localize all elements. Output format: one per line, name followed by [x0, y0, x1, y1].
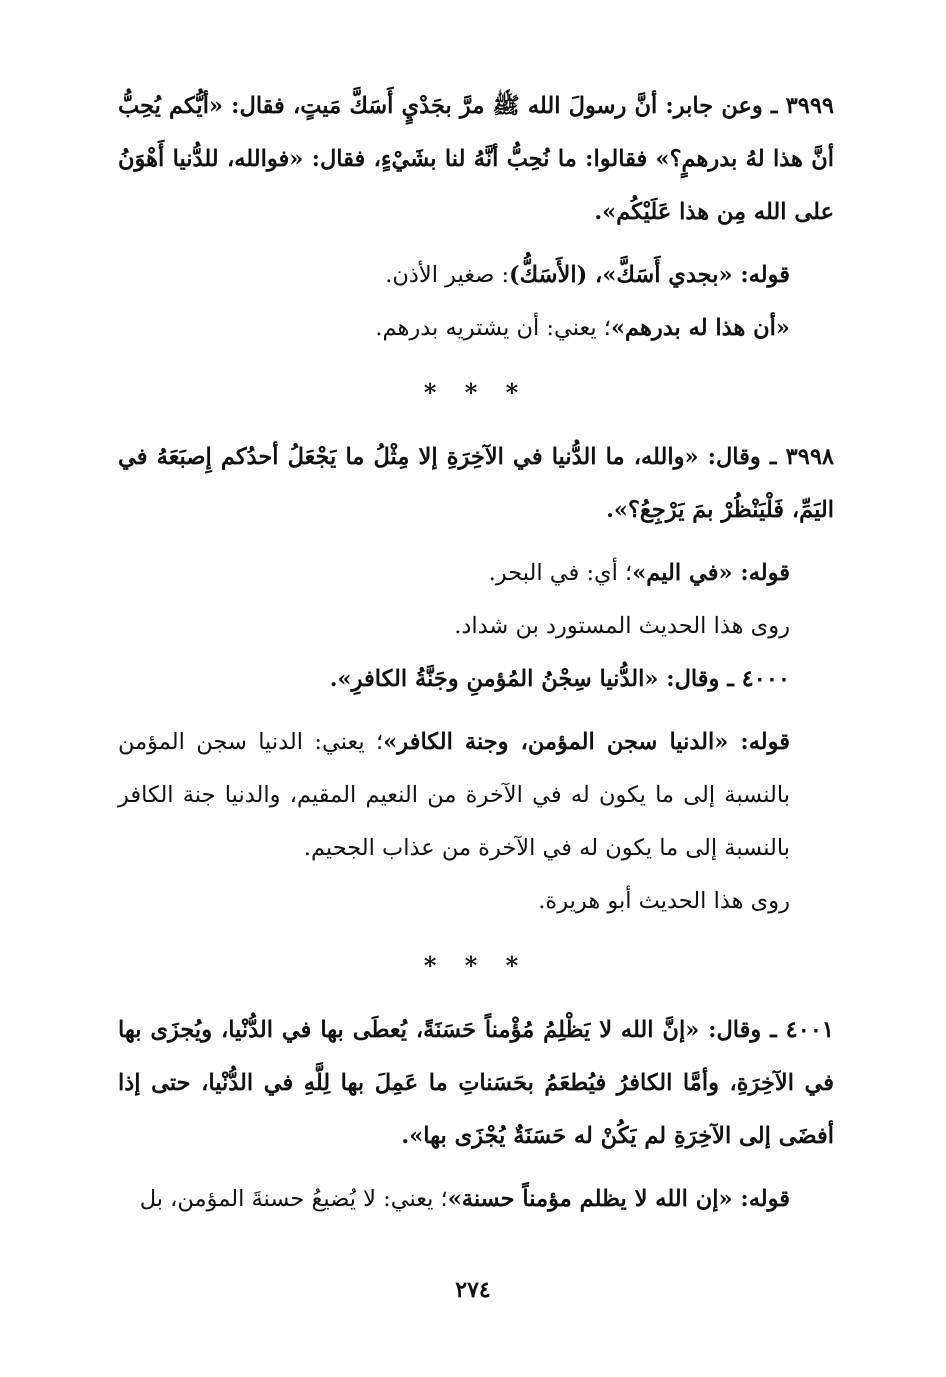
- note-yamm: [118, 547, 834, 600]
- note-lead: قوله: «إن الله لا يظلم مؤمناً حسنة»: [447, 1186, 790, 1212]
- hadith-3998: ٣٩٩٨ ـ وقال: «والله، ما الدُّنيا في الآخِرَةِ إلا مِثْلُ ما يَجْعَلُ أحدُكم إِصبَعَهُ في اليَمِّ، فَلْيَنْظُرْ بمَ يَرْجِعُ؟».: [118, 444, 834, 523]
- page-number: ٢٧٤: [455, 1277, 491, 1303]
- note-text: ؛ يعني: أن يشتريه بدرهم.: [375, 315, 611, 341]
- note-text: ؛ يعني: الدنيا سجن المؤمن بالنسبة إلى ما يكون له في الآخرة من النعيم المقيم، والدنيا جنة الكافر بالنسبة إلى ما يكون له في الآخرة من عذاب الجحيم.: [118, 729, 790, 861]
- narrator-line: روى هذا الحديث المستورد بن شداد.: [454, 613, 790, 639]
- note-bidirham: [118, 302, 834, 355]
- section-separator: * * *: [423, 951, 529, 980]
- note-sijn: [118, 716, 834, 875]
- note-text: : صغير الأذن.: [385, 262, 510, 288]
- note-text: ؛ أي: في البحر.: [488, 560, 633, 586]
- hadith-4001: ٤٠٠١ ـ وقال: «إنَّ الله لا يَظْلِمُ مُؤْمناً حَسَنَةً، يُعطَى بها في الدُّنْيا، ويُجزَى بها في الآخِرَةِ، وأمَّا الكافرُ فيُطعَمُ بحَسَناتِ ما عَمِلَ بها لِلَّهِ في الدُّنْيا، حتى إذا أفضَى إلى الآخِرَةِ لم يَكُنْ له حَسَنَةٌ يُجْزَى بها».: [118, 1017, 834, 1149]
- hadith-4000: ٤٠٠٠ ـ وقال: «الدُّنيا سِجْنُ المُؤمنِ وجَنَّةُ الكافرِ».: [329, 666, 790, 692]
- note-yazlim: [118, 1173, 834, 1226]
- page-body: [118, 80, 834, 1317]
- note-lead: «أن هذا له بدرهم»: [610, 315, 790, 341]
- hadith-3999: ٣٩٩٩ ـ وعن جابر: أنَّ رسولَ الله ﷺ مرَّ بجَدْيٍ أَسَكَّ مَيتٍ، فقال: «أيُّكم يُحِبُّ أنَّ هذا لهُ بدرهمٍ؟» فقالوا: ما نُحِبُّ أنَّهُ لنا بشَيْءٍ، فقال: «فوالله، للدُّنيا أَهْوَنُ على الله مِن هذا عَلَيْكُم».: [118, 93, 834, 225]
- section-separator: * * *: [423, 378, 529, 407]
- note-lead: قوله: «الدنيا سجن المؤمن، وجنة الكافر»: [383, 729, 791, 755]
- note-lead: قوله: «بجدي أَسَكَّ»، (الأَسَكُّ): [509, 262, 790, 288]
- narrator-line: روى هذا الحديث أبو هريرة.: [538, 888, 790, 914]
- note-lead: قوله: «في اليم»: [632, 560, 790, 586]
- note-text: ؛ يعني: لا يُضيعُ حسنةَ المؤمن، بل: [139, 1186, 448, 1212]
- note-asak: [118, 249, 834, 302]
